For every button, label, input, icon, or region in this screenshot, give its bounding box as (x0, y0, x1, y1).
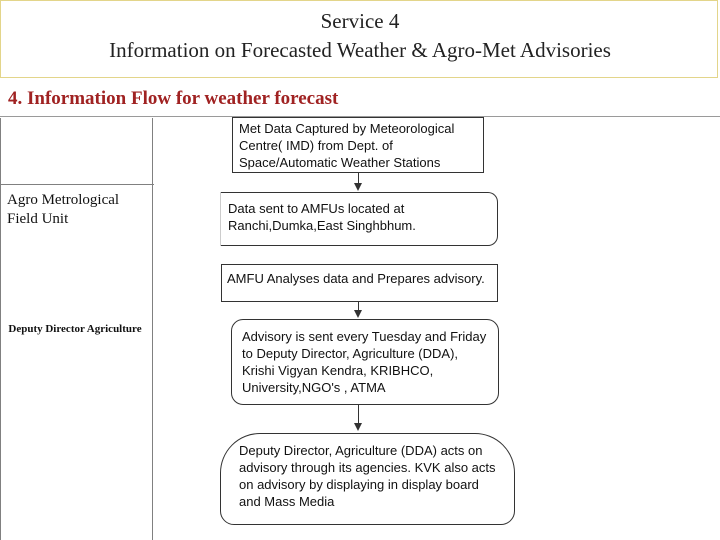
flow-step-amfu-analysis: AMFU Analyses data and Prepares advisory. (221, 264, 498, 302)
flow-step-dda-action: Deputy Director, Agriculture (DDA) acts on advisory through its agencies. KVK also acts on advisory by displaying in display board and Mass Media (220, 433, 515, 525)
flow-arrow-head (354, 310, 362, 318)
flow-step-data-capture: Met Data Captured by Meteorological Centre( IMD) from Dept. of Space/Automatic Weather Stations (232, 117, 484, 173)
header-service-title: Information on Forecasted Weather & Agro-Met Advisories (109, 38, 611, 62)
actor-agro-field-unit: Agro Metrological Field Unit (7, 192, 120, 227)
flow-arrow-head (354, 183, 362, 191)
flow-arrow-head (354, 423, 362, 431)
header-service-number: Service 4 (320, 9, 400, 33)
actor-deputy-director: Deputy Director Agriculture (8, 323, 142, 335)
flow-step-data-sent: Data sent to AMFUs located at Ranchi,Dumka,East Singhbhum. (221, 192, 498, 246)
flow-step-advisory-sent: Advisory is sent every Tuesday and Friday to Deputy Director, Agriculture (DDA), Krishi Vigyan Kendra, KRIBHCO, University,NGO's , ATMA (231, 319, 499, 405)
slide-header (0, 0, 718, 78)
section-title: 4. Information Flow for weather forecast (8, 88, 339, 109)
flow-arrow-shaft (358, 405, 359, 424)
actor-row-divider (1, 184, 154, 185)
